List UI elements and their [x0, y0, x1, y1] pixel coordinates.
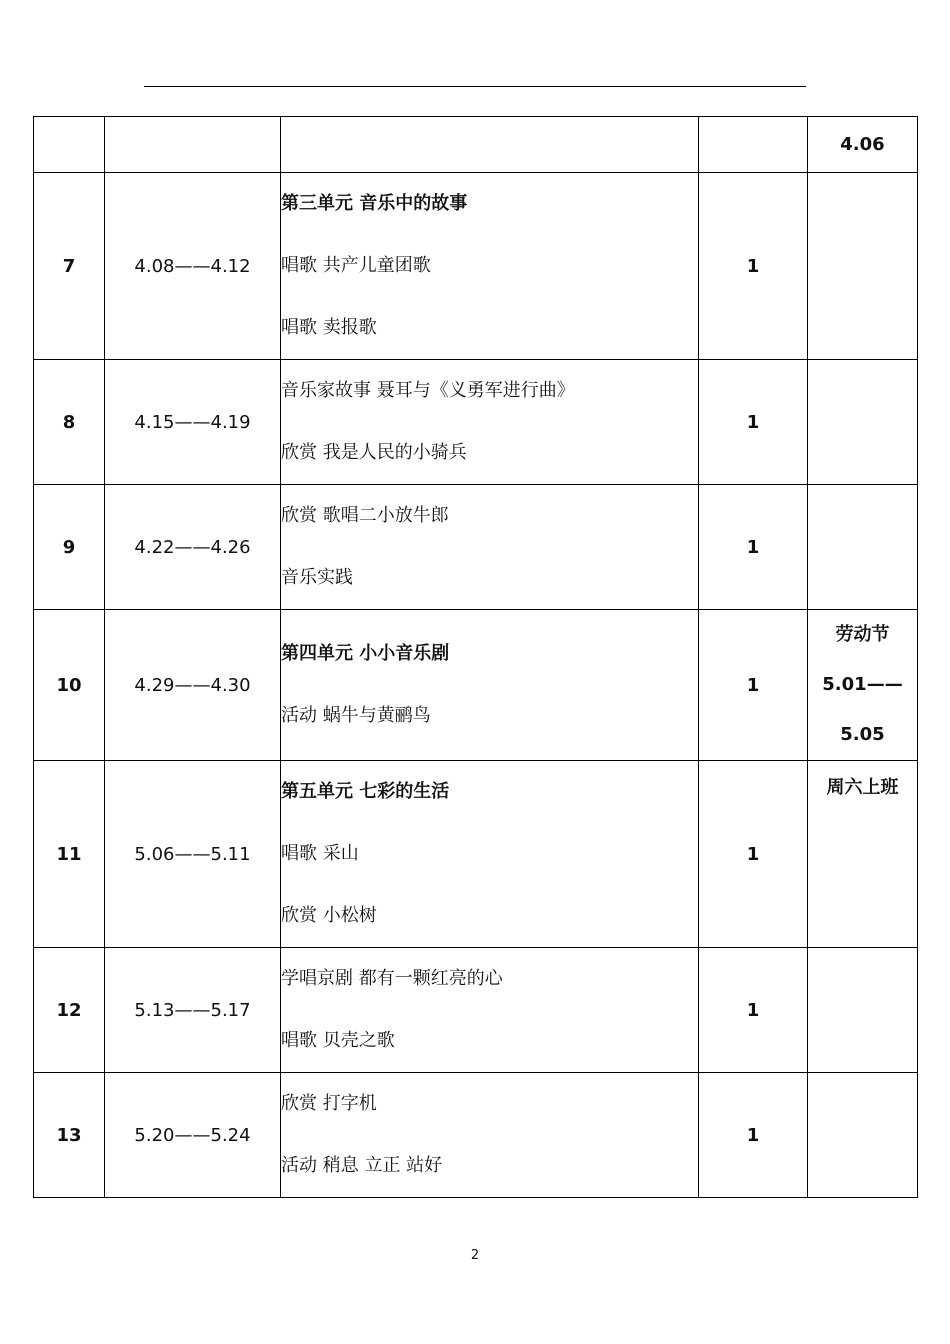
schedule-table [33, 116, 918, 1198]
header-rule [144, 86, 806, 87]
hours-value: 1 [699, 1073, 808, 1198]
content-cell [281, 948, 699, 1073]
week-cell [34, 117, 105, 173]
lesson-line: 欣赏 我是人民的小骑兵 [281, 442, 467, 463]
note-cell [808, 1073, 918, 1198]
lesson-line: 活动 稍息 立正 站好 [281, 1155, 443, 1176]
hours-value: 1 [699, 948, 808, 1073]
lesson-line: 唱歌 贝壳之歌 [281, 1030, 395, 1051]
date-range: 4.15——4.19 [105, 360, 281, 485]
lesson-line: 活动 蜗牛与黄鹂鸟 [281, 705, 431, 726]
unit-title: 第四单元 小小音乐剧 [281, 643, 450, 664]
holiday-label: 劳动节 [835, 624, 890, 645]
lesson-line: 欣赏 小松树 [281, 905, 377, 926]
workday-note: 周六上班 [826, 777, 899, 798]
content-cell [281, 117, 699, 173]
note-cell [808, 948, 918, 1073]
lesson-line: 欣赏 歌唱二小放牛郎 [281, 505, 449, 526]
table-row [34, 610, 918, 761]
content-cell [281, 761, 699, 948]
lesson-line: 音乐实践 [281, 567, 353, 588]
note-cell [808, 173, 918, 360]
lesson-line: 音乐家故事 聂耳与《义勇军进行曲》 [281, 380, 575, 401]
hours-value: 1 [699, 360, 808, 485]
holiday-dates-end: 5.05 [840, 724, 885, 745]
lesson-line: 学唱京剧 都有一颗红亮的心 [281, 968, 503, 989]
note-cell [808, 761, 918, 948]
content-cell [281, 1073, 699, 1198]
unit-title: 第五单元 七彩的生活 [281, 781, 450, 802]
date-range: 4.08——4.12 [105, 173, 281, 360]
note-cell [808, 485, 918, 610]
note-cell [808, 117, 918, 173]
week-number: 10 [34, 610, 105, 761]
lesson-line: 欣赏 打字机 [281, 1093, 377, 1114]
lesson-line: 唱歌 采山 [281, 843, 359, 864]
content-cell [281, 360, 699, 485]
hours-value: 1 [699, 610, 808, 761]
content-cell [281, 485, 699, 610]
table-row [34, 360, 918, 485]
table-row [34, 485, 918, 610]
hours-value: 1 [699, 485, 808, 610]
holiday-dates-start: 5.01—— [822, 674, 903, 695]
table-row [34, 173, 918, 360]
content-cell [281, 173, 699, 360]
table-row [34, 1073, 918, 1198]
week-number: 9 [34, 485, 105, 610]
unit-title: 第三单元 音乐中的故事 [281, 193, 468, 214]
week-number: 11 [34, 761, 105, 948]
date-range: 5.13——5.17 [105, 948, 281, 1073]
table-row-continued [34, 117, 918, 173]
date-range: 4.29——4.30 [105, 610, 281, 761]
week-number: 8 [34, 360, 105, 485]
hours-value: 1 [699, 173, 808, 360]
dates-cell [105, 117, 281, 173]
lesson-line: 唱歌 共产儿童团歌 [281, 255, 431, 276]
date-range: 5.06——5.11 [105, 761, 281, 948]
lesson-line: 唱歌 卖报歌 [281, 317, 377, 338]
date-range: 4.22——4.26 [105, 485, 281, 610]
hours-value: 1 [699, 761, 808, 948]
week-number: 12 [34, 948, 105, 1073]
note-text: 4.06 [840, 134, 885, 155]
page-number: 2 [470, 1248, 480, 1263]
week-number: 7 [34, 173, 105, 360]
week-number: 13 [34, 1073, 105, 1198]
table-row [34, 761, 918, 948]
hours-cell [699, 117, 808, 173]
date-range: 5.20——5.24 [105, 1073, 281, 1198]
note-cell [808, 360, 918, 485]
table-row [34, 948, 918, 1073]
content-cell [281, 610, 699, 761]
note-cell [808, 610, 918, 761]
